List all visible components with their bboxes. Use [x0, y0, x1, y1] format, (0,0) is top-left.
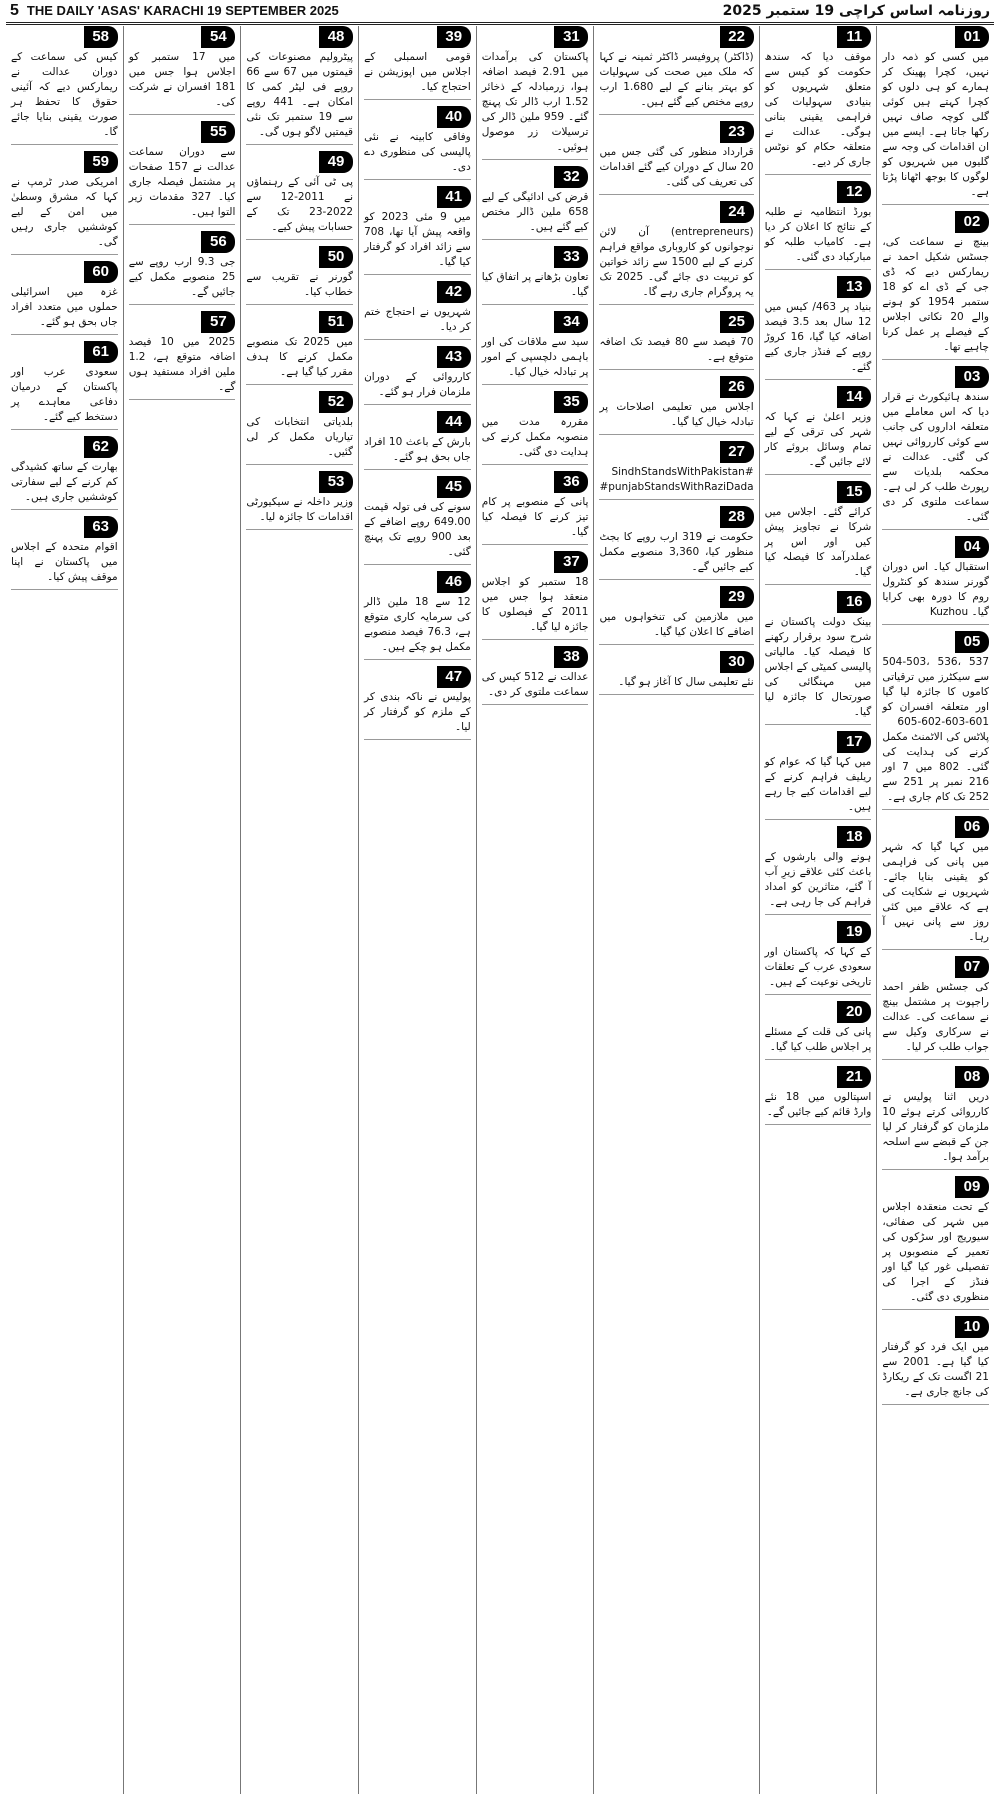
news-item-header [882, 956, 989, 978]
news-item [882, 26, 989, 205]
news-item-number-badge: 15 [837, 481, 871, 503]
news-item-body: اسپتالوں میں 18 نئے وارڈ قائم کیے جائیں گے۔ [765, 1090, 872, 1125]
news-item-body: قومی اسمبلی کے اجلاس میں اپوزیشن نے احتجاج کیا۔ [364, 50, 471, 100]
news-item-header [765, 921, 872, 943]
news-item [882, 366, 989, 530]
news-item-number-badge: 05 [955, 631, 989, 653]
news-item-number-badge: 26 [720, 376, 754, 398]
news-item-body: قرارداد منظور کی گئی جس میں 20 سال کے دوران کیے گئے اقدامات کی تعریف کی گئی۔ [599, 145, 753, 195]
news-item [482, 471, 589, 545]
news-item-header [765, 276, 872, 298]
news-item-number-badge: 39 [437, 26, 471, 48]
news-item-number-badge: 56 [201, 231, 235, 253]
news-item-body: پولیس نے ناکہ بندی کر کے ملزم کو گرفتار کر لیا۔ [364, 690, 471, 740]
news-item-header [765, 386, 872, 408]
news-item-body: عدالت نے 512 کیس کی سماعت ملتوی کر دی۔ [482, 670, 589, 705]
news-item-header [11, 151, 118, 173]
news-item [882, 1176, 989, 1310]
news-item-header [482, 551, 589, 573]
news-item-header [129, 231, 236, 253]
news-item [482, 26, 589, 160]
news-item-body: میں کسی کو ذمہ دار نہیں، کچرا پھینک کر ہمارے کو ہی دلوں کو کچرا کہتے ہیں کوئی گلی کوچہ صاف نہیں رکھا جاتا ہے۔ ایسے میں ان اقدامات کی وجہ سے گلیوں میں شہریوں کو لوگوں کا بوجھ اٹھانا پڑتا ہے۔ [882, 50, 989, 205]
news-item-header [482, 471, 589, 493]
news-item-number-badge: 28 [720, 506, 754, 528]
news-column [876, 26, 994, 1794]
news-item-header [599, 311, 753, 333]
news-item-header [129, 311, 236, 333]
news-item-body: سندھ ہائیکورٹ نے قرار دیا کہ اس معاملے میں متعلقہ اداروں کی جانب سے کوئی کارروائی نہیں کی گئی۔ عدالت نے محکمہ بلدیات سے رپورٹ طلب کر لی ہے۔ سماعت ملتوی کر دی گئی۔ [882, 390, 989, 530]
news-item-header [482, 246, 589, 268]
news-item-header [364, 411, 471, 433]
news-item-body: میں کہا گیا کہ عوام کو ریلیف فراہم کرنے کے لیے اقدامات کیے جا رہے ہیں۔ [765, 755, 872, 820]
news-item-body: میں کہا گیا کہ شہر میں پانی کی فراہمی کو یقینی بنایا جائے۔ شہریوں نے شکایت کی ہے کہ علاقے میں کئی روز سے پانی نہیں آ رہا۔ [882, 840, 989, 950]
news-item-header [364, 476, 471, 498]
news-item-header [882, 1066, 989, 1088]
news-item-number-badge: 60 [84, 261, 118, 283]
news-item-header [882, 26, 989, 48]
news-item-header [129, 26, 236, 48]
news-column [476, 26, 594, 1794]
news-item [364, 186, 471, 275]
news-item-number-badge: 07 [955, 956, 989, 978]
news-item-number-badge: 63 [84, 516, 118, 538]
news-item [765, 1001, 872, 1060]
page-number: 5 [10, 2, 19, 19]
news-item [364, 411, 471, 470]
news-item-header [882, 536, 989, 558]
news-item-body: سونے کی فی تولہ قیمت 649.00 روپے اضافے کے بعد 900 روپے تک پہنچ گئی۔ [364, 500, 471, 565]
news-item-header [482, 311, 589, 333]
news-item [882, 211, 989, 360]
news-item [11, 516, 118, 590]
news-item-body: شہریوں نے احتجاج ختم کر دیا۔ [364, 305, 471, 340]
news-item [364, 106, 471, 180]
news-column [759, 26, 877, 1794]
news-item [11, 436, 118, 510]
news-item-number-badge: 01 [955, 26, 989, 48]
news-item-number-badge: 12 [837, 181, 871, 203]
news-item-body: میں 17 ستمبر کو اجلاس ہوا جس میں 181 افسران نے شرکت کی۔ [129, 50, 236, 115]
news-item-number-badge: 29 [720, 586, 754, 608]
news-item-body: سے دوران سماعت عدالت نے 157 صفحات پر مشتمل فیصلہ جاری کیا۔ 327 مقدمات زیر التوا ہیں۔ [129, 145, 236, 225]
news-column [358, 26, 476, 1794]
news-item-body: (entrepreneurs) آن لائن نوجوانوں کو کاروباری مواقع فراہم کرنے کے لیے 1500 سے زائد خواتین کو تربیت دی جائے گی۔ 2025 تک یہ پروگرام جاری رہے گا۔ [599, 225, 753, 305]
news-item-number-badge: 37 [554, 551, 588, 573]
news-item-number-badge: 40 [437, 106, 471, 128]
news-item-header [882, 1176, 989, 1198]
news-item [482, 551, 589, 640]
news-item-body: بلدیاتی انتخابات کی تیاریاں مکمل کر لی گئیں۔ [246, 415, 353, 465]
news-item-number-badge: 13 [837, 276, 871, 298]
news-column [123, 26, 241, 1794]
news-item-header [364, 571, 471, 593]
news-item [765, 731, 872, 820]
news-item-number-badge: 47 [437, 666, 471, 688]
masthead-left [10, 2, 339, 20]
news-item-header [482, 26, 589, 48]
news-item-header [246, 246, 353, 268]
news-item-number-badge: 21 [837, 1066, 871, 1088]
news-item [599, 201, 753, 305]
news-column [240, 26, 358, 1794]
news-item-body: میں 9 مئی 2023 کو واقعہ پیش آیا تھا، 708 سے زائد افراد کو گرفتار کیا گیا۔ [364, 210, 471, 275]
news-item-header [364, 106, 471, 128]
news-item-body: سعودی عرب اور پاکستان کے درمیان دفاعی معاہدے پر دستخط کیے گئے۔ [11, 365, 118, 430]
news-item-header [129, 121, 236, 143]
news-item-number-badge: 18 [837, 826, 871, 848]
news-item-number-badge: 59 [84, 151, 118, 173]
news-item-body: نئے تعلیمی سال کا آغاز ہو گیا۔ [599, 675, 753, 695]
news-item [882, 1066, 989, 1170]
news-item-number-badge: 14 [837, 386, 871, 408]
news-item-body: کی جسٹس ظفر احمد راجپوت پر مشتمل بینچ نے سماعت کی۔ عدالت نے سرکاری وکیل سے جواب طلب کر لیا۔ [882, 980, 989, 1060]
news-item-number-badge: 38 [554, 646, 588, 668]
news-item-body: حکومت نے 319 ارب روپے کا بجٹ منظور کیا، 3,360 منصوبے مکمل کیے جائیں گے۔ [599, 530, 753, 580]
news-item-header [882, 631, 989, 653]
news-item-number-badge: 45 [437, 476, 471, 498]
news-item-body: اقوام متحدہ کے اجلاس میں پاکستان نے اپنا موقف پیش کیا۔ [11, 540, 118, 590]
news-item-number-badge: 20 [837, 1001, 871, 1023]
news-item-header [765, 481, 872, 503]
news-item-body: میں 2025 تک منصوبے مکمل کرنے کا ہدف مقرر کیا گیا ہے۔ [246, 335, 353, 385]
news-item-number-badge: 04 [955, 536, 989, 558]
news-item [765, 276, 872, 380]
news-item-body: 70 فیصد سے 80 فیصد تک اضافہ متوقع ہے۔ [599, 335, 753, 370]
news-item-body: بینک دولت پاکستان نے شرح سود برقرار رکھنے کا فیصلہ کیا۔ مالیاتی پالیسی کمیٹی کے اجلاس میں مہنگائی کی صورتحال کا جائزہ لیا گیا۔ [765, 615, 872, 725]
masthead [6, 0, 994, 25]
news-item-body: میں ملازمین کی تنخواہوں میں اضافے کا اعلان کیا گیا۔ [599, 610, 753, 645]
news-item-body: بنیاد پر 463/ کیس میں 12 سال بعد 3.5 فیصد اضافہ کیا گیا، 16 کروڑ روپے کے فنڈز جاری کیے گئے۔ [765, 300, 872, 380]
news-item-number-badge: 09 [955, 1176, 989, 1198]
news-item-body: #SindhStandsWithPakistan #punjabStandsWithRaziDada [599, 465, 753, 500]
news-item-body: گورنر نے تقریب سے خطاب کیا۔ [246, 270, 353, 305]
news-item-header [765, 26, 872, 48]
news-item-header [599, 506, 753, 528]
news-item [246, 471, 353, 530]
news-item [482, 166, 589, 240]
news-item-number-badge: 41 [437, 186, 471, 208]
news-item-number-badge: 27 [720, 441, 754, 463]
news-item [482, 391, 589, 465]
news-item-number-badge: 55 [201, 121, 235, 143]
news-item [765, 1066, 872, 1125]
news-item-header [599, 201, 753, 223]
news-item-number-badge: 51 [319, 311, 353, 333]
news-item [11, 26, 118, 145]
news-item-body: غزہ میں اسرائیلی حملوں میں متعدد افراد جاں بحق ہو گئے۔ [11, 285, 118, 335]
news-item-number-badge: 06 [955, 816, 989, 838]
news-item [599, 26, 753, 115]
news-item-header [599, 651, 753, 673]
news-item [364, 571, 471, 660]
news-item [246, 246, 353, 305]
news-item-body: سید سے ملاقات کی اور باہمی دلچسپی کے امور پر تبادلہ خیال کیا۔ [482, 335, 589, 385]
news-item-number-badge: 25 [720, 311, 754, 333]
news-item-number-badge: 49 [319, 151, 353, 173]
news-item-number-badge: 22 [720, 26, 754, 48]
news-item [765, 386, 872, 475]
news-item-body: پی ٹی آئی کے رہنماؤں نے 2011-12 سے 2022-23 تک کے حسابات پیش کیے۔ [246, 175, 353, 240]
news-item-number-badge: 24 [720, 201, 754, 223]
news-item-number-badge: 02 [955, 211, 989, 233]
news-item-body: وفاقی کابینہ نے نئی پالیسی کی منظوری دے دی۔ [364, 130, 471, 180]
news-item-number-badge: 43 [437, 346, 471, 368]
news-item-body: 12 سے 18 ملین ڈالر کی سرمایہ کاری متوقع ہے، 76.3 فیصد منصوبے مکمل ہو چکے ہیں۔ [364, 595, 471, 660]
news-item [599, 121, 753, 195]
news-item [599, 586, 753, 645]
news-item-number-badge: 48 [319, 26, 353, 48]
news-item-number-badge: 11 [837, 26, 871, 48]
news-item-header [765, 181, 872, 203]
news-item [246, 311, 353, 385]
news-item-header [246, 471, 353, 493]
news-column [593, 26, 758, 1794]
news-item [882, 816, 989, 950]
news-item-header [482, 166, 589, 188]
news-item-header [482, 391, 589, 413]
news-item-number-badge: 52 [319, 391, 353, 413]
news-item-number-badge: 08 [955, 1066, 989, 1088]
news-item-header [599, 376, 753, 398]
news-item-header [765, 731, 872, 753]
news-item-header [246, 151, 353, 173]
news-item [364, 281, 471, 340]
news-item [765, 181, 872, 270]
news-item-body: امریکی صدر ٹرمپ نے کہا کہ مشرق وسطیٰ میں امن کے لیے کوششیں جاری رہیں گی۔ [11, 175, 118, 255]
news-item-header [599, 441, 753, 463]
news-item-number-badge: 17 [837, 731, 871, 753]
news-item-body: پانی کے منصوبے پر کام تیز کرنے کا فیصلہ کیا گیا۔ [482, 495, 589, 545]
news-item-body: 18 ستمبر کو اجلاس منعقد ہوا جس میں 2011 کے فیصلوں کا جائزہ لیا گیا۔ [482, 575, 589, 640]
news-item-body: قرض کی ادائیگی کے لیے 658 ملین ڈالر مختص کیے گئے ہیں۔ [482, 190, 589, 240]
news-item [129, 121, 236, 225]
news-item-number-badge: 53 [319, 471, 353, 493]
news-item-body: اجلاس میں تعلیمی اصلاحات پر تبادلہ خیال کیا گیا۔ [599, 400, 753, 435]
news-item-header [765, 1001, 872, 1023]
news-item-header [246, 311, 353, 333]
news-item-header [246, 391, 353, 413]
news-item [882, 536, 989, 625]
news-item [482, 646, 589, 705]
news-item-body: تعاون بڑھانے پر اتفاق کیا گیا۔ [482, 270, 589, 305]
news-item [599, 311, 753, 370]
news-item-number-badge: 23 [720, 121, 754, 143]
news-item [599, 651, 753, 695]
news-item-header [599, 586, 753, 608]
news-item-body: کیس کی سماعت کے دوران عدالت نے ریمارکس دیے کہ آئینی حقوق کا تحفظ ہر صورت یقینی بنایا جائے گا۔ [11, 50, 118, 145]
news-item [482, 246, 589, 305]
news-item [11, 151, 118, 255]
news-item [364, 346, 471, 405]
news-item-number-badge: 16 [837, 591, 871, 613]
news-item [246, 151, 353, 240]
news-item-header [364, 26, 471, 48]
news-item [599, 506, 753, 580]
news-item-number-badge: 19 [837, 921, 871, 943]
news-item-body: کارروائی کے دوران ملزمان فرار ہو گئے۔ [364, 370, 471, 405]
news-item-body: مقررہ مدت میں منصوبہ مکمل کرنے کی ہدایت دی گئی۔ [482, 415, 589, 465]
news-item-number-badge: 33 [554, 246, 588, 268]
news-item-body: وزیر داخلہ نے سیکیورٹی اقدامات کا جائزہ لیا۔ [246, 495, 353, 530]
news-item-body: میں ایک فرد کو گرفتار کیا گیا ہے۔ 2001 سے 21 اگست تک کے ریکارڈ کی جانچ جاری ہے۔ [882, 1340, 989, 1405]
news-item-header [364, 666, 471, 688]
news-item-header [364, 281, 471, 303]
news-columns [6, 26, 994, 1794]
news-item-number-badge: 35 [554, 391, 588, 413]
news-item-body: 2025 میں 10 فیصد اضافہ متوقع ہے، 1.2 ملین افراد مستفید ہوں گے۔ [129, 335, 236, 400]
news-item [599, 441, 753, 500]
news-item-number-badge: 44 [437, 411, 471, 433]
news-item-number-badge: 58 [84, 26, 118, 48]
news-item-header [482, 646, 589, 668]
news-item-body: بینچ نے سماعت کی، جسٹس شکیل احمد نے ریمارکس دیے کہ ڈی جی کے ڈی اے کو 18 ستمبر 1954 کو ہونے والے 20 نکاتی اجلاس کے فیصلے پر عمل کرنا چاہیے تھا۔ [882, 235, 989, 360]
news-item-number-badge: 32 [554, 166, 588, 188]
news-item-header [882, 211, 989, 233]
news-item-header [882, 816, 989, 838]
news-item-header [765, 1066, 872, 1088]
news-item-number-badge: 57 [201, 311, 235, 333]
news-item [11, 261, 118, 335]
news-item-header [11, 261, 118, 283]
news-item-number-badge: 50 [319, 246, 353, 268]
news-item-body: 537 ،536 ،504-503 سے سیکٹرز میں ترقیاتی کاموں کا جائزہ لیا گیا اور متعلقہ افسران کو 601-603-602-605 پلاٹس کی الاٹمنٹ مکمل کرنے کی ہدایت کی گئی۔ 802 میں 7 اور 216 نمبر پر 251 سے 252 تک کام جاری ہے۔ [882, 655, 989, 810]
news-item [364, 476, 471, 565]
news-item-body: کے تحت منعقدہ اجلاس میں شہر کی صفائی، سیوریج اور سڑکوں کی تعمیر کے منصوبوں پر تفصیلی غور کیا گیا اور فنڈز کے اجرا کی منظوری دی گئی۔ [882, 1200, 989, 1310]
news-item-number-badge: 62 [84, 436, 118, 458]
news-item-header [364, 186, 471, 208]
news-item [765, 921, 872, 995]
news-item-header [11, 26, 118, 48]
news-item [599, 376, 753, 435]
news-item [882, 631, 989, 810]
news-item-number-badge: 10 [955, 1316, 989, 1338]
news-item [129, 311, 236, 400]
news-item-number-badge: 46 [437, 571, 471, 593]
news-item-number-badge: 42 [437, 281, 471, 303]
news-item-number-badge: 30 [720, 651, 754, 673]
news-item-header [599, 26, 753, 48]
news-item-body: موقف دیا کہ سندھ حکومت کو کیس سے متعلق شہریوں کو بنیادی سہولیات کی فراہمی یقینی بنانی ہوگی۔ عدالت نے متعلقہ حکام کو نوٹس جاری کر دیے۔ [765, 50, 872, 175]
news-item-header [364, 346, 471, 368]
news-item [882, 1316, 989, 1405]
news-item-header [599, 121, 753, 143]
news-item-body: استقبال کیا۔ اس دوران گورنر سندھ کو کنٹرول روم کا دورہ بھی کرایا گیا۔ Kuzhou [882, 560, 989, 625]
news-item-body: ہونے والی بارشوں کے باعث کئی علاقے زیرِ آب آ گئے، متاثرین کو امداد فراہم کی جا رہی ہے۔ [765, 850, 872, 915]
news-item [765, 26, 872, 175]
news-item-body: بارش کے باعث 10 افراد جاں بحق ہو گئے۔ [364, 435, 471, 470]
news-item [882, 956, 989, 1060]
news-item-header [765, 591, 872, 613]
news-item-body: بورڈ انتظامیہ نے طلبہ کے نتائج کا اعلان کر دیا ہے۔ کامیاب طلبہ کو مبارکباد دی گئی۔ [765, 205, 872, 270]
news-item-header [882, 366, 989, 388]
news-item-body: پاکستان کی برآمدات میں 2.91 فیصد اضافہ ہوا، زرمبادلہ کے ذخائر 1.52 ارب ڈالر تک پہنچ گئے۔ 959 ملین ڈالر کی ترسیلات زر موصول ہوئیں۔ [482, 50, 589, 160]
news-item [482, 311, 589, 385]
news-item-header [11, 516, 118, 538]
news-column [6, 26, 123, 1794]
news-item-header [765, 826, 872, 848]
news-item-body: وزیر اعلیٰ نے کہا کہ شہر کی ترقی کے لیے تمام وسائل بروئے کار لائے جائیں گے۔ [765, 410, 872, 475]
news-item-body: (ڈاکٹر) پروفیسر ڈاکٹر ثمینہ نے کہا کہ ملک میں صحت کی سہولیات کو بہتر بنانے کے لیے 1.680 ارب روپے مختص کیے گئے ہیں۔ [599, 50, 753, 115]
news-item [765, 826, 872, 915]
masthead-title-urdu: روزنامہ اساس کراچی 19 ستمبر 2025 [722, 3, 990, 19]
news-item-body: پانی کی قلت کے مسئلے پر اجلاس طلب کیا گیا۔ [765, 1025, 872, 1060]
news-item-header [882, 1316, 989, 1338]
news-item-header [11, 436, 118, 458]
news-item-header [246, 26, 353, 48]
news-item-number-badge: 34 [554, 311, 588, 333]
news-item-header [11, 341, 118, 363]
news-item-number-badge: 03 [955, 366, 989, 388]
news-item [765, 591, 872, 725]
news-item-body: بھارت کے ساتھ کشیدگی کم کرنے کے لیے سفارتی کوششیں جاری ہیں۔ [11, 460, 118, 510]
news-item [246, 391, 353, 465]
news-item-number-badge: 54 [201, 26, 235, 48]
news-item [364, 666, 471, 740]
news-item [765, 481, 872, 585]
news-item [129, 231, 236, 305]
news-item-body: پیٹرولیم مصنوعات کی قیمتوں میں 67 سے 66 روپے فی لیٹر کمی کا امکان ہے۔ 441 روپے سے 19 ستمبر تک نئی قیمتیں لاگو ہوں گی۔ [246, 50, 353, 145]
news-item [364, 26, 471, 100]
news-item-number-badge: 31 [554, 26, 588, 48]
news-item [129, 26, 236, 115]
news-item-number-badge: 36 [554, 471, 588, 493]
news-item-body: جی 9.3 ارب روپے سے 25 منصوبے مکمل کیے جائیں گے۔ [129, 255, 236, 305]
news-item [246, 26, 353, 145]
masthead-title-english: THE DAILY 'ASAS' KARACHI 19 SEPTEMBER 2025 [26, 3, 339, 18]
news-item-number-badge: 61 [84, 341, 118, 363]
news-item-body: دریں اثنا پولیس نے کارروائی کرتے ہوئے 10 ملزمان کو گرفتار کر لیا جن کے قبضے سے اسلحہ برآمد ہوا۔ [882, 1090, 989, 1170]
news-item-body: کے کہا کہ پاکستان اور سعودی عرب کے تعلقات تاریخی نوعیت کے ہیں۔ [765, 945, 872, 995]
news-item [11, 341, 118, 430]
news-item-body: کرائے گئے۔ اجلاس میں شرکا نے تجاویز پیش کیں اور اس پر عملدرآمد کا فیصلہ کیا گیا۔ [765, 505, 872, 585]
